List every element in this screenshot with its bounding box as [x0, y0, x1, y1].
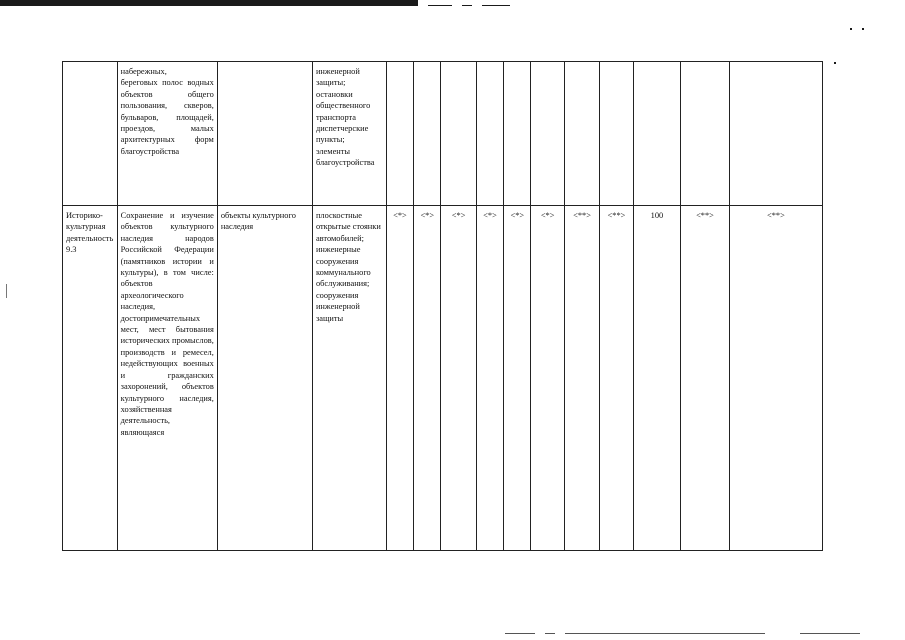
conditional-use-cell — [217, 62, 312, 206]
param-cell: <**> — [729, 206, 822, 551]
scan-speck — [834, 62, 836, 64]
param-cell: 100 — [633, 206, 681, 551]
scan-top-border — [0, 0, 418, 6]
param-cell — [564, 62, 599, 206]
scan-bottom-dash — [565, 633, 765, 634]
param-cell — [681, 62, 730, 206]
param-cell — [531, 62, 564, 206]
table-row — [63, 62, 823, 206]
param-cell — [414, 62, 441, 206]
param-cell — [441, 62, 476, 206]
param-cell: <*> — [476, 206, 503, 551]
scan-speck — [850, 28, 852, 30]
param-cell — [386, 62, 413, 206]
conditional-use-cell: объекты культурного наследия — [217, 206, 312, 551]
zone-cell: Историко-культурная деятельность 9.3 — [63, 206, 118, 551]
scan-bottom-dash — [505, 633, 535, 634]
scan-top-dash — [428, 5, 452, 6]
param-cell: <*> — [386, 206, 413, 551]
scan-bottom-dash — [800, 633, 860, 634]
param-cell — [729, 62, 822, 206]
scan-top-dash — [482, 5, 510, 6]
param-cell: <*> — [441, 206, 476, 551]
scan-top-dash — [462, 5, 472, 6]
param-cell: <**> — [681, 206, 730, 551]
param-cell: <*> — [504, 206, 531, 551]
scan-left-mark — [6, 284, 7, 298]
param-cell — [600, 62, 633, 206]
param-cell: <*> — [414, 206, 441, 551]
scan-speck — [862, 28, 864, 30]
auxiliary-use-cell: инженерной защиты; остановки общественного транспорта диспетчерские пункты; элементы благоустройства — [312, 62, 386, 206]
scan-bottom-dash — [545, 633, 555, 634]
table-row — [63, 206, 823, 551]
param-cell — [633, 62, 681, 206]
param-cell: <**> — [564, 206, 599, 551]
param-cell: <*> — [531, 206, 564, 551]
zoning-table — [62, 61, 823, 551]
basic-use-cell: Сохранение и изучение объектов культурного наследия народов Российской Федерации (памятников истории и культуры), в том числе: объектов археологического наследия, достопримечательных мест, мест бытования исторических промыслов, производств и ремесел, недействующих военных и гражданских захоронений, объектов культурного наследия, хозяйственная деятельность, являющаяся — [117, 206, 217, 551]
auxiliary-use-cell: плоскостные открытые стоянки автомобилей; инженерные сооружения коммунального обслуживания; сооружения инженерной защиты — [312, 206, 386, 551]
param-cell — [504, 62, 531, 206]
param-cell — [476, 62, 503, 206]
param-cell: <**> — [600, 206, 633, 551]
zone-cell — [63, 62, 118, 206]
basic-use-cell: набережных, береговых полос водных объектов общего пользования, скверов, бульваров, площадей, проездов, малых архитектурных форм благоустройства — [117, 62, 217, 206]
